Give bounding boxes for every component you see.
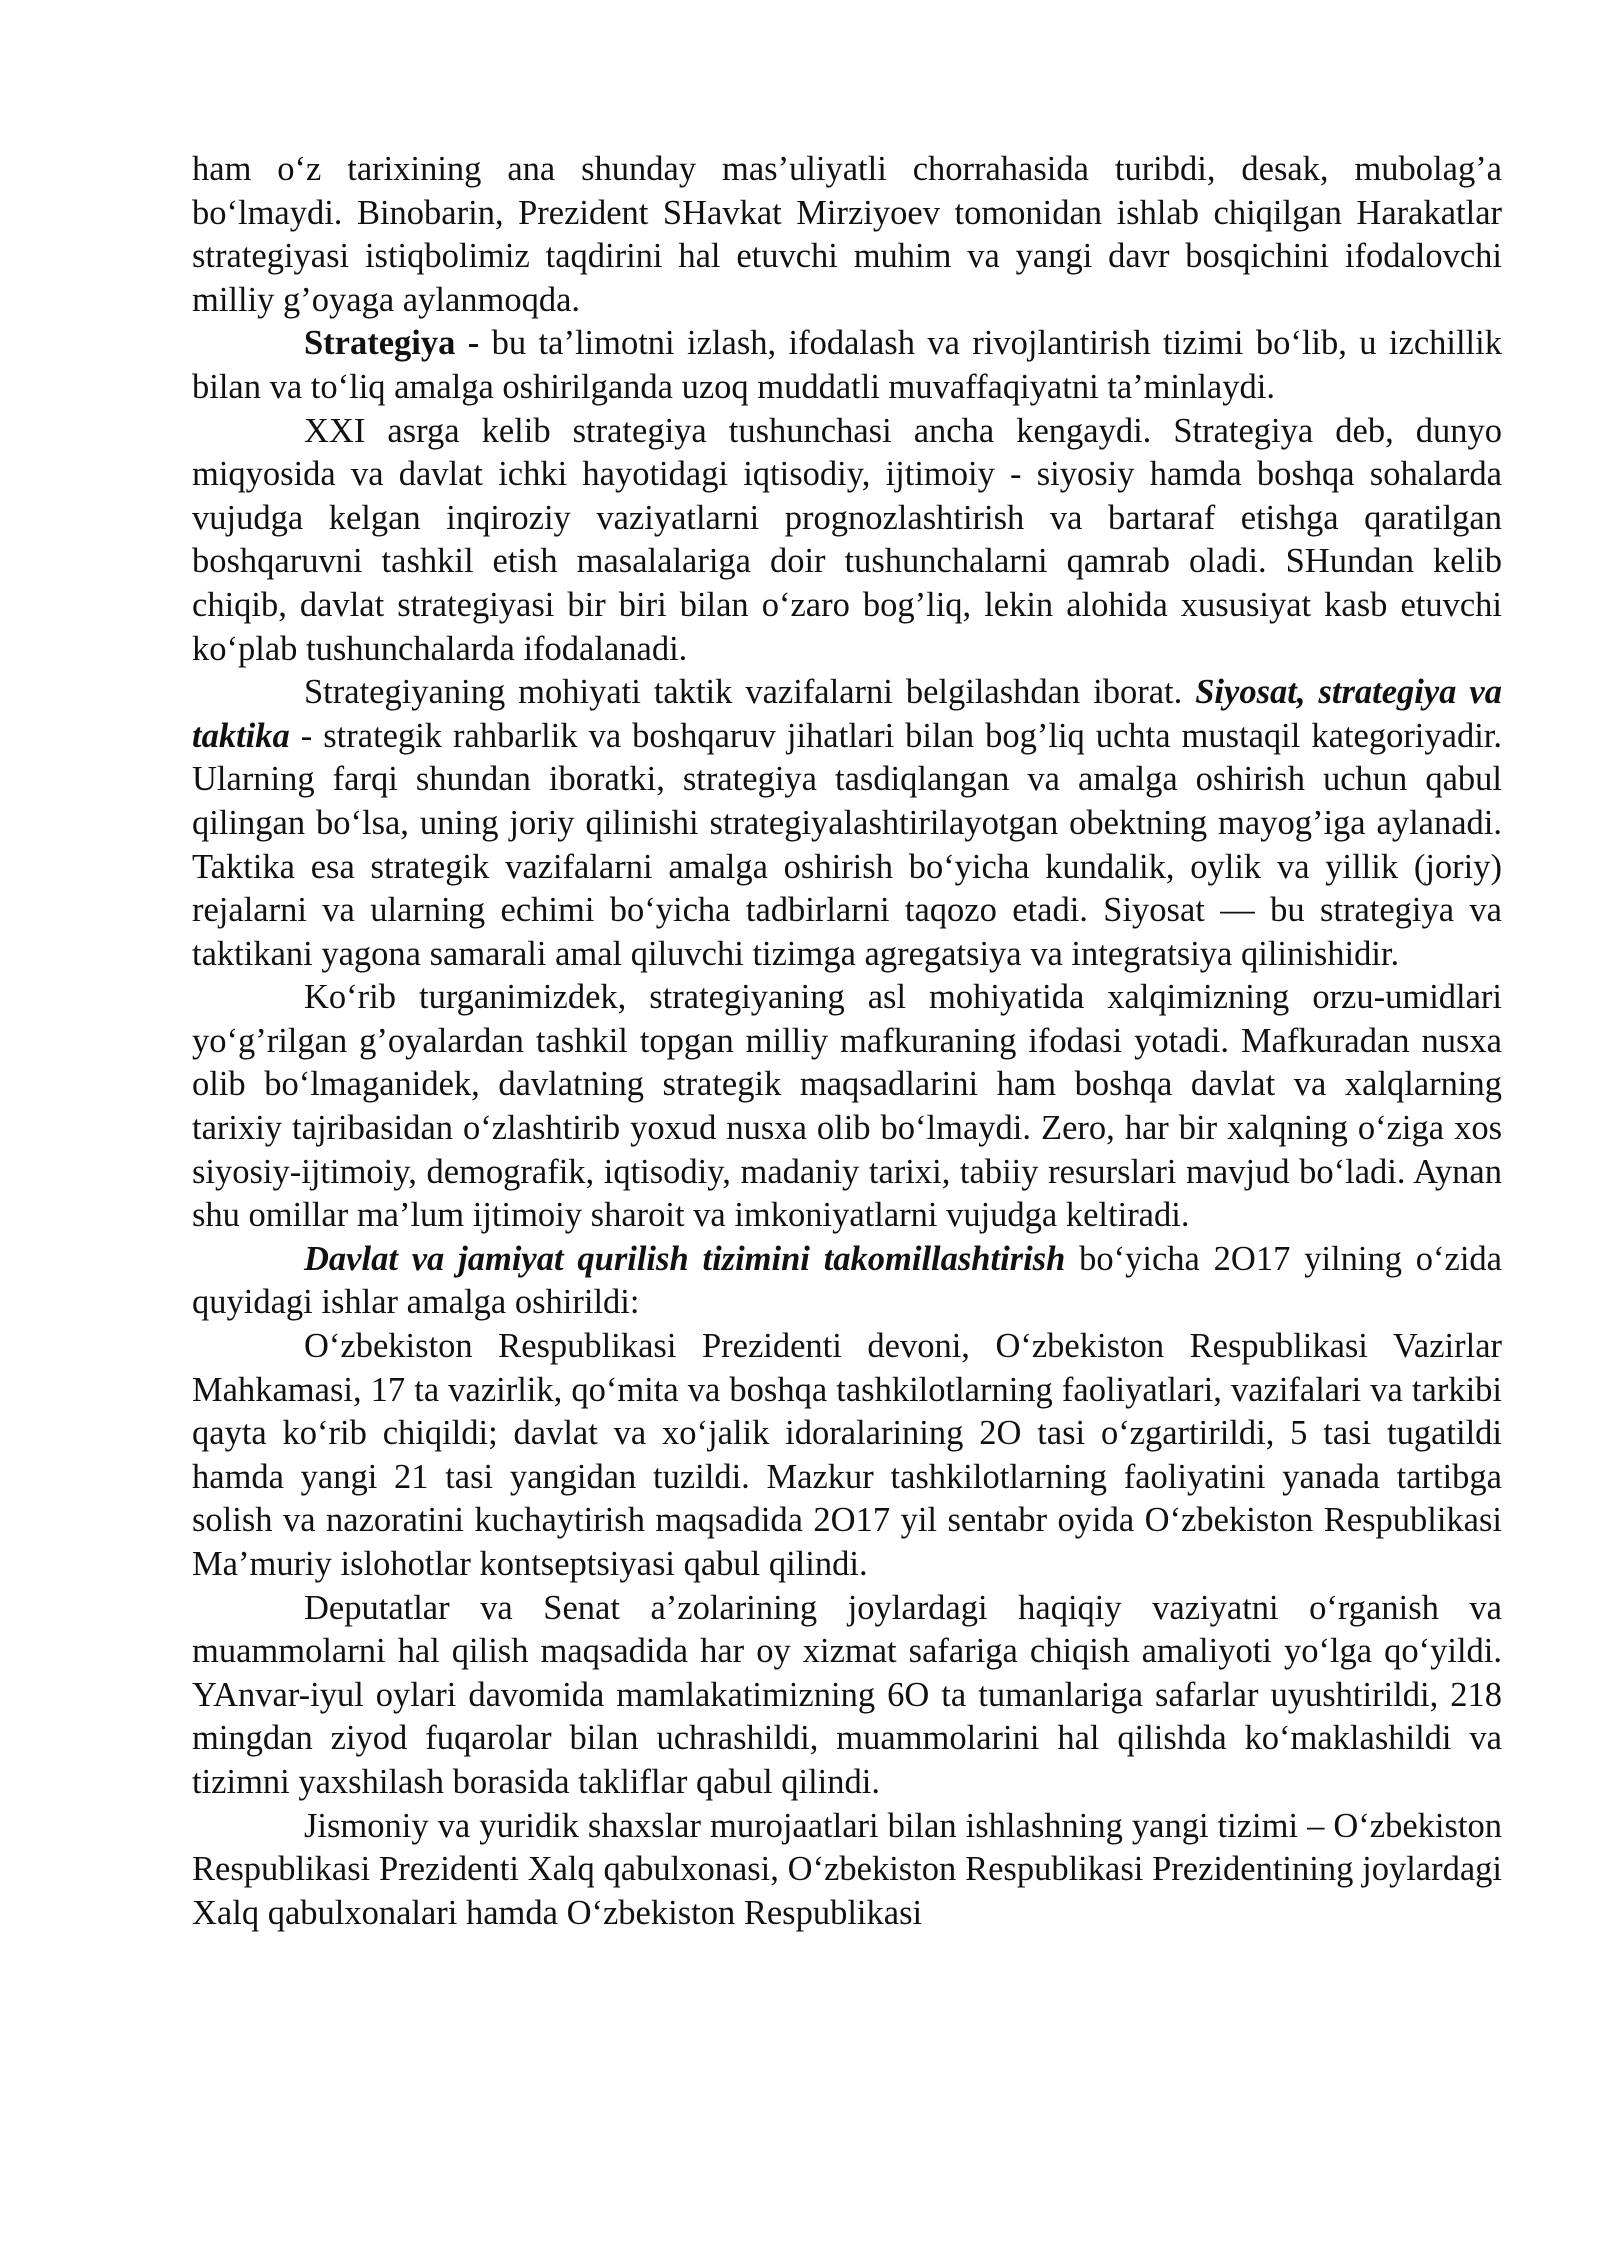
paragraph-1 — [192, 148, 1502, 322]
paragraph-4-text-before: Strategiyaning mohiyati taktik vazifalarni belgilashdan iborat. — [304, 673, 1196, 712]
paragraph-7-text: O‘zbekiston Respublikasi Prezidenti devoni, O‘zbekiston Respublikasi Vazirlar Mahkamasi, 17 ta vazirlik, qo‘mita va boshqa tashkilotlarning faoliyatlari, vazifalari va tarkibi qayta ko‘rib chiqildi; davlat va xo‘jalik idoralarining 2O tasi o‘zgartirildi, 5 tasi tugatildi hamda yangi 21 tasi yangidan tuzildi. Mazkur tashkilotlarning faoliyatini yanada tartibga solish va nazoratini kuchaytirish maqsadida 2O17 yil sentabr oyida O‘zbekiston Respublikasi Ma’muriy islohotlar kontseptsiyasi qabul qilindi. — [192, 1327, 1502, 1583]
paragraph-8 — [192, 1587, 1502, 1805]
paragraph-5-text: Ko‘rib turganimizdek, strategiyaning asl mohiyatida xalqimizning orzu-umidlari yo‘g’rilgan g’oyalardan tashkil topgan milliy mafkuraning ifodasi yotadi. Mafkuradan nusxa olib bo‘lmaganidek, davlatning strategik maqsadlarini ham boshqa davlat va xalqlarning tarixiy tajribasidan o‘zlashtirib yoxud nusxa olib bo‘lmaydi. Zero, har bir xalqning o‘ziga xos siyosiy-ijtimoiy, demografik, iqtisodiy, madaniy tarixi, tabiiy resurslari mavjud bo‘ladi. Aynan shu omillar ma’lum ijtimoiy sharoit va imkoniyatlarni vujudga keltiradi. — [192, 978, 1502, 1235]
paragraph-4-text-after: - strategik rahbarlik va boshqaruv jihatlari bilan bog’liq uchta mustaqil kategoriyadir. Ularning farqi shundan iboratki, strategiya tasdiqlangan va amalga oshirish uchun qabul qilingan bo‘lsa, uning joriy qilinishi strategiyalashtirilayotgan obektning mayog’iga aylanadi. Taktika esa strategik vazifalarni amalga oshirish bo‘yicha kundalik, oylik va yillik (joriy) rejalarni va ularning echimi bo‘yicha tadbirlarni taqozo etadi. Siyosat — bu strategiya va taktikani yagona samarali amal qiluvchi tizimga agregatsiya va integratsiya qilinishidir. — [192, 716, 1502, 973]
paragraph-2-text: bu ta’limotni izlash, ifodalash va rivojlantirish tizimi bo‘lib, u izchillik bilan va to‘liq amalga oshirilganda uzoq muddatli muvaffaqiyatni ta’minlaydi. — [192, 324, 1502, 406]
paragraph-4 — [192, 671, 1502, 976]
paragraph-8-text: Deputatlar va Senat a’zolarining joylardagi haqiqiy vaziyatni o‘rganish va muammolarni hal qilish maqsadida har oy xizmat safariga chiqish amaliyoti yo‘lga qo‘yildi. YAnvar-iyul oylari davomida mamlakatimizning 6O ta tumanlariga safarlar uyushtirildi, 218 mingdan ziyod fuqarolar bilan uchrashildi, muammolarini hal qilishda ko‘maklashildi va tizimni yaxshilash borasida takliflar qabul qilindi. — [192, 1588, 1502, 1801]
term-davlat-jamiyat-qurilish: Davlat va jamiyat qurilish tizimini takomillashtirish — [304, 1239, 1066, 1278]
paragraph-6-text: bo‘yicha 2O17 yilning o‘zida quyidagi ishlar amalga oshirildi: — [192, 1239, 1502, 1322]
term-siyosat-strategiya-taktika: Siyosat, strategiya va taktika — [192, 673, 1502, 755]
paragraph-1-text: ham o‘z tarixining ana shunday mas’uliyatli chorrahasida turibdi, desak, mubolag’a bo‘lmaydi. Binobarin, Prezident SHavkat Mirziyoev tomonidan ishlab chiqilgan Harakatlar strategiyasi istiqbolimiz taqdirini hal etuvchi muhim va yangi davr bosqichini ifodalovchi milliy g’oyaga aylanmoqda. — [192, 150, 1502, 319]
paragraph-3-text: XXI asrga kelib strategiya tushunchasi ancha kengaydi. Strategiya deb, dunyo miqyosida va davlat ichki hayotidagi iqtisodiy, ijtimoiy - siyosiy hamda boshqa sohalarda vujudga kelgan inqiroziy vaziyatlarni prognozlashtirish va bartaraf etishga qaratilgan boshqaruvni tashkil etish masalalariga doir tushunchalarni qamrab oladi. SHundan kelib chiqib, davlat strategiyasi bir biri bilan o‘zaro bog’liq, lekin alohida xususiyat kasb etuvchi ko‘plab tushunchalarda ifodalanadi. — [192, 411, 1502, 668]
term-strategiya: Strategiya - — [304, 324, 480, 363]
paragraph-9 — [192, 1805, 1502, 1936]
paragraph-9-text: Jismoniy va yuridik shaxslar murojaatlari bilan ishlashning yangi tizimi – O‘zbekiston Respublikasi Prezidenti Xalq qabulxonasi, O‘zbekiston Respublikasi Prezidentining joylardagi Xalq qabulxonalari hamda O‘zbekiston Respublikasi — [192, 1806, 1502, 1932]
paragraph-7 — [192, 1325, 1502, 1587]
paragraph-2 — [192, 322, 1502, 409]
document-page — [192, 148, 1502, 1935]
paragraph-5 — [192, 976, 1502, 1238]
paragraph-3 — [192, 410, 1502, 672]
paragraph-6 — [192, 1238, 1502, 1325]
